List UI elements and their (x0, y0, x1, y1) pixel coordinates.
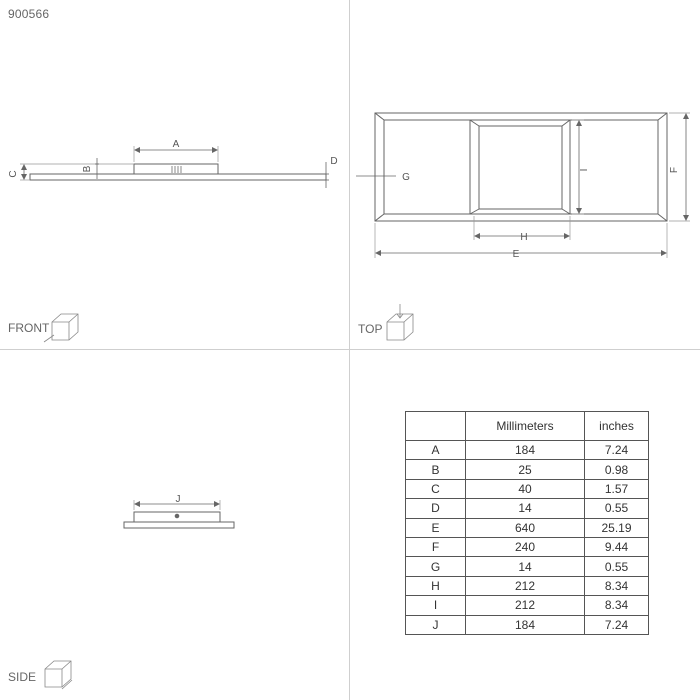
table-row (406, 557, 649, 576)
front-view-label: FRONT (8, 321, 50, 335)
side-view-label: SIDE (8, 670, 37, 684)
dim-label-i: I (579, 168, 590, 172)
row-mm: 212 (466, 596, 585, 615)
row-label: H (406, 576, 466, 595)
dim-label-a: A (172, 139, 180, 150)
row-label: E (406, 518, 466, 537)
row-label: J (406, 615, 466, 634)
row-mm: 640 (466, 518, 585, 537)
dim-label-f: F (669, 166, 680, 174)
row-mm: 40 (466, 479, 585, 498)
header-letter (406, 412, 466, 441)
table-row (406, 460, 649, 479)
row-in: 9.44 (585, 537, 649, 556)
dim-label-b: B (82, 165, 93, 173)
table-row (406, 479, 649, 498)
row-in: 7.24 (585, 441, 649, 460)
dimensions-table (405, 411, 649, 635)
dim-label-e: E (512, 249, 520, 260)
front-view (20, 146, 329, 188)
dim-label-d: D (330, 156, 338, 167)
dim-label-h: H (520, 232, 528, 243)
row-in: 8.34 (585, 576, 649, 595)
dim-label-g: G (402, 172, 410, 183)
table-row (406, 615, 649, 634)
product-id: 900566 (8, 7, 50, 21)
row-mm: 184 (466, 441, 585, 460)
table-row (406, 518, 649, 537)
top-outer-frame (375, 113, 667, 221)
side-panel (124, 522, 234, 528)
table-row (406, 537, 649, 556)
row-mm: 212 (466, 576, 585, 595)
row-mm: 14 (466, 499, 585, 518)
front-mount (134, 164, 218, 174)
dim-label-j: J (175, 494, 181, 505)
row-label: F (406, 537, 466, 556)
table-row (406, 441, 649, 460)
row-in: 0.55 (585, 499, 649, 518)
header-millimeters: Millimeters (466, 412, 585, 441)
table-row (406, 576, 649, 595)
table-row (406, 499, 649, 518)
row-label: B (406, 460, 466, 479)
row-mm: 14 (466, 557, 585, 576)
row-mm: 184 (466, 615, 585, 634)
top-view-label: TOP (358, 322, 383, 336)
table-header-row (406, 412, 649, 441)
row-mm: 240 (466, 537, 585, 556)
row-label: G (406, 557, 466, 576)
row-in: 0.55 (585, 557, 649, 576)
top-center-outer (470, 120, 570, 214)
dim-label-c: C (8, 170, 19, 178)
side-screw (175, 514, 179, 518)
row-label: A (406, 441, 466, 460)
row-in: 7.24 (585, 615, 649, 634)
row-label: I (406, 596, 466, 615)
row-label: D (406, 499, 466, 518)
row-label: C (406, 479, 466, 498)
top-cube-icon (387, 304, 413, 340)
row-mm: 25 (466, 460, 585, 479)
table-row (406, 596, 649, 615)
front-panel (30, 174, 326, 180)
row-in: 25.19 (585, 518, 649, 537)
top-center-inner (479, 126, 562, 209)
row-in: 8.34 (585, 596, 649, 615)
row-in: 0.98 (585, 460, 649, 479)
header-inches: inches (585, 412, 649, 441)
row-in: 1.57 (585, 479, 649, 498)
side-cube-icon (45, 661, 72, 689)
